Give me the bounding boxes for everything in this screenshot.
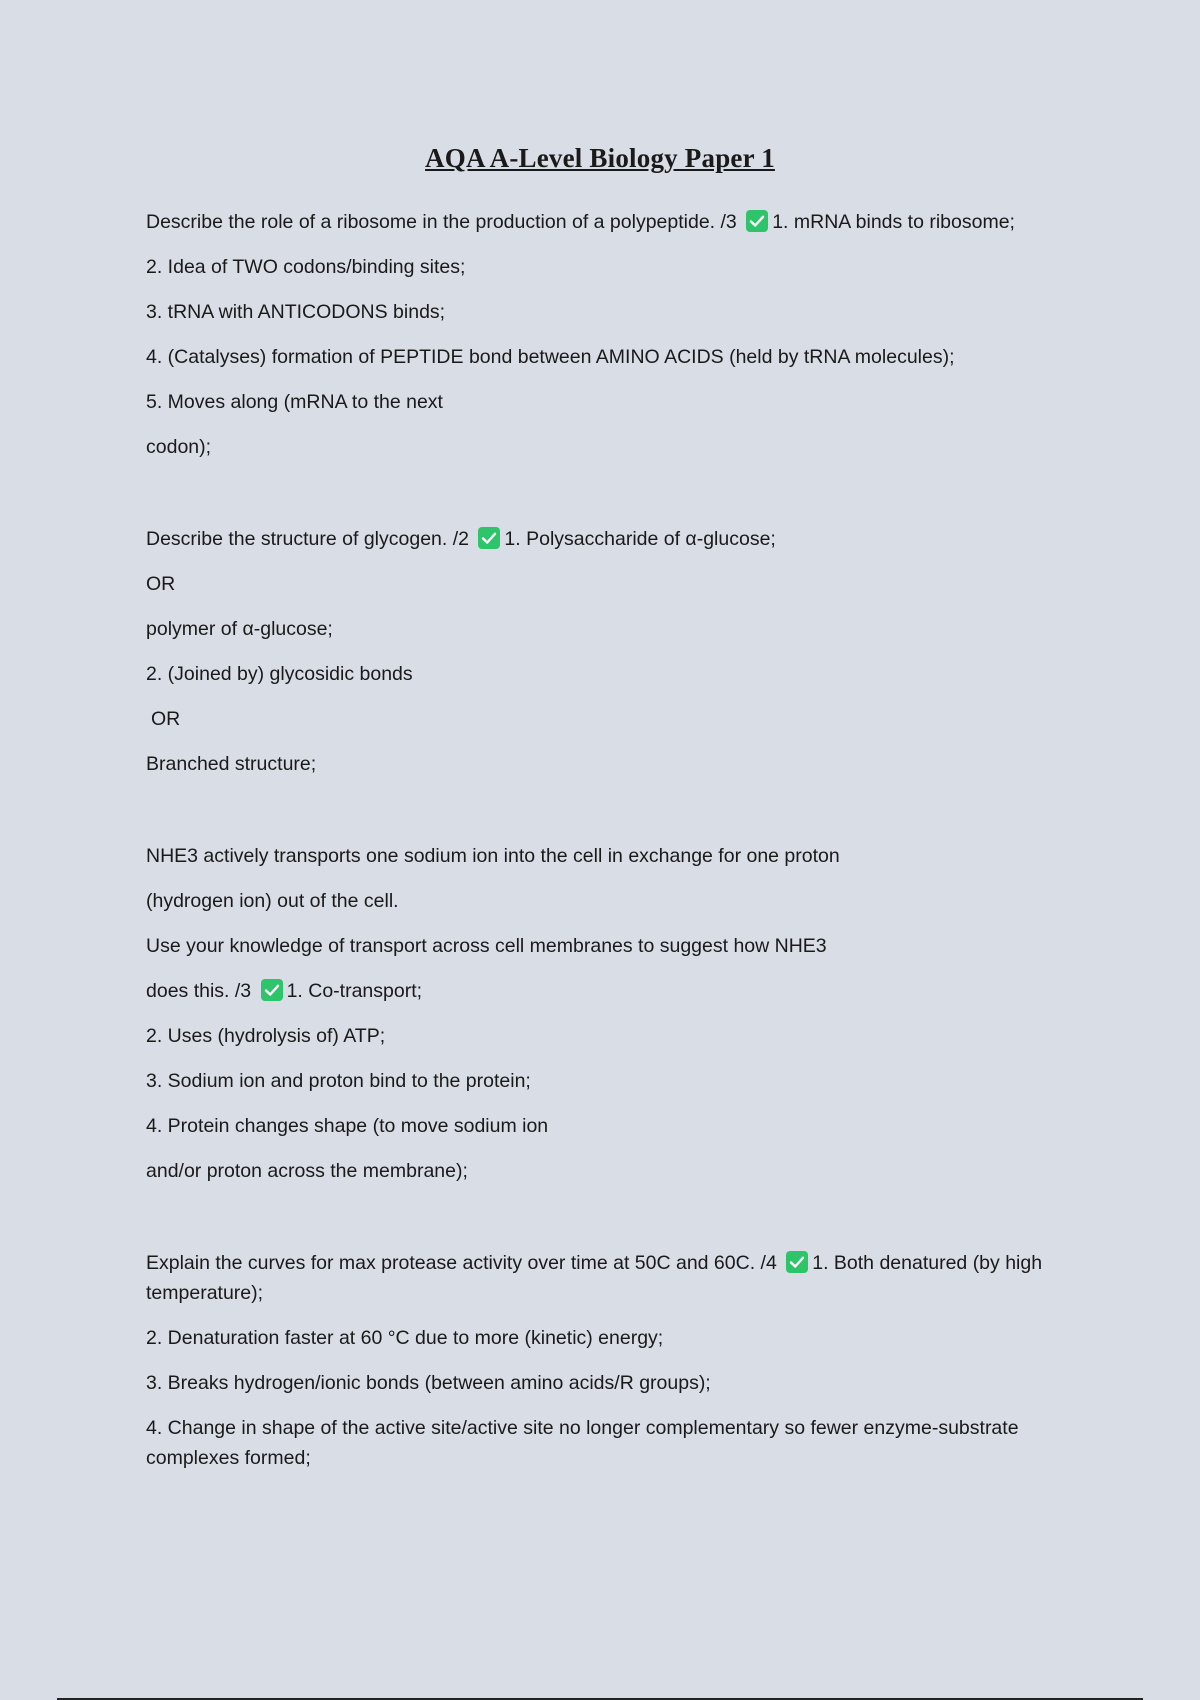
q2-prompt: Describe the structure of glycogen. /2 xyxy=(146,528,469,550)
check-mark-icon xyxy=(261,979,283,1001)
q1-prompt-line xyxy=(146,207,1066,237)
q1-answer-point: 2. Idea of TWO codons/binding sites; xyxy=(146,256,466,278)
q3-answer-point: 4. Protein changes shape (to move sodium ion xyxy=(146,1115,549,1137)
q4-prompt: Explain the curves for max protease activity over time at 50C and 60C. /4 xyxy=(146,1252,777,1274)
q3-intro-line: Use your knowledge of transport across cell membranes to suggest how NHE3 xyxy=(146,935,827,957)
check-mark-icon xyxy=(786,1251,808,1273)
q2-answer-point: OR xyxy=(151,708,181,730)
q3-prompt: does this. /3 xyxy=(146,980,252,1002)
q3-answer-point: 3. Sodium ion and proton bind to the protein; xyxy=(146,1070,531,1092)
q1-answer-point: 4. (Catalyses) formation of PEPTIDE bond between AMINO ACIDS (held by tRNA molecules); xyxy=(146,346,955,368)
q1-answer-point: 5. Moves along (mRNA to the next xyxy=(146,391,443,413)
q4-answer-point: 4. Change in shape of the active site/active site no longer complementary so fewer enzyme-substrate complexes formed; xyxy=(146,1417,1019,1469)
q2-answer-point: polymer of α-glucose; xyxy=(146,618,333,640)
q2-answer-point: 2. (Joined by) glycosidic bonds xyxy=(146,663,413,685)
page-title: AQA A-Level Biology Paper 1 xyxy=(425,143,775,173)
q4-prompt-line xyxy=(146,1248,1066,1308)
q2-prompt-line xyxy=(146,524,1066,554)
q3-answer-point: 1. Co-transport; xyxy=(286,980,423,1002)
q2-answer-point: OR xyxy=(146,573,176,595)
q1-answer-point: codon); xyxy=(146,436,212,458)
section-spacer xyxy=(146,477,1066,524)
q3-answer-point: and/or proton across the membrane); xyxy=(146,1160,468,1182)
q2-answer-point: Branched structure; xyxy=(146,753,317,775)
section-spacer xyxy=(146,1201,1066,1248)
section-spacer xyxy=(146,794,1066,841)
document-body xyxy=(146,207,1066,1488)
q3-answer-point: 2. Uses (hydrolysis of) ATP; xyxy=(146,1025,386,1047)
q3-intro-line: NHE3 actively transports one sodium ion into the cell in exchange for one proton xyxy=(146,845,840,867)
q1-prompt: Describe the role of a ribosome in the production of a polypeptide. /3 xyxy=(146,211,737,233)
q1-answer-point: 3. tRNA with ANTICODONS binds; xyxy=(146,301,446,323)
check-mark-icon xyxy=(746,210,768,232)
q2-answer-point: 1. Polysaccharide of α-glucose; xyxy=(504,528,776,550)
q4-answer-point: 1. Both denatured (by high temperature); xyxy=(146,1252,1043,1304)
q3-prompt-line xyxy=(146,976,1066,1006)
q4-answer-point: 2. Denaturation faster at 60 °C due to more (kinetic) energy; xyxy=(146,1327,664,1349)
q4-answer-point: 3. Breaks hydrogen/ionic bonds (between amino acids/R groups); xyxy=(146,1372,711,1394)
q1-answer-point: 1. mRNA binds to ribosome; xyxy=(772,211,1015,233)
check-mark-icon xyxy=(478,527,500,549)
q3-intro-line: (hydrogen ion) out of the cell. xyxy=(146,890,399,912)
